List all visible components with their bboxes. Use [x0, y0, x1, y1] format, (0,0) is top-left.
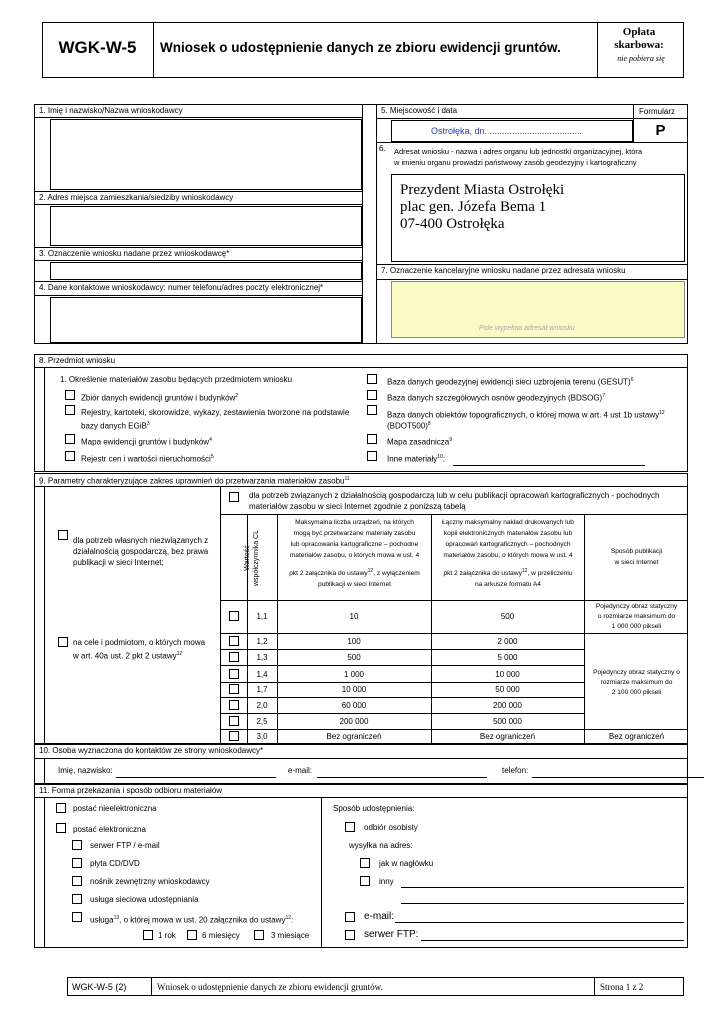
- ship-other-label: inny: [379, 877, 394, 886]
- checkbox-non-electronic[interactable]: [56, 803, 66, 813]
- applicant-address-field[interactable]: [50, 206, 362, 246]
- applicant-reference-field[interactable]: [50, 262, 362, 280]
- non-electronic-label: postać nieelektroniczna: [73, 804, 157, 813]
- checkbox-ship-other[interactable]: [360, 876, 370, 886]
- item-base-map: Mapa zasadnicza$^9$: [387, 437, 453, 447]
- row-copies: 200 000: [493, 701, 522, 710]
- applicant-name-field[interactable]: [50, 119, 362, 190]
- checkbox-ftp-email[interactable]: [72, 840, 82, 850]
- row-devices: 10 000: [341, 685, 367, 694]
- fee-value: nie pobiera się: [617, 54, 665, 63]
- section-3-label: 3. Oznaczenie wniosku nadane przez wnioskodawcę*: [35, 247, 362, 261]
- external-media-label: nośnik zewnętrzny wnioskodawcy: [90, 877, 210, 886]
- row-cl: 1,7: [256, 685, 268, 694]
- item-egib-data: Zbiór danych ewidencji gruntów i budynków$^2$: [81, 393, 239, 403]
- checkbox-electronic[interactable]: [56, 823, 66, 833]
- addressee-line-3: 07-400 Ostrołęka: [400, 216, 505, 232]
- addressee-line-2: plac gen. Józefa Bema 1: [400, 199, 547, 215]
- section-5-label: 5. Miejscowość i data: [377, 105, 687, 119]
- row-cl: 1,2: [256, 637, 268, 646]
- checkbox-external-media[interactable]: [72, 876, 82, 886]
- row-checkbox[interactable]: [229, 716, 239, 726]
- period-3m-label: 3 miesiące: [271, 931, 310, 940]
- item-gesut: Baza danych geodezyjnej ewidencji sieci uzbrojenia terenu (GESUT)$^6$: [387, 377, 634, 387]
- checkbox-period-6m[interactable]: [187, 930, 197, 940]
- checkbox-other[interactable]: [367, 451, 377, 461]
- item-bdsog: Baza danych szczegółowych osnów geodezyjnych (BDSOG)$^7$: [387, 393, 605, 403]
- row-checkbox[interactable]: [229, 652, 239, 662]
- checkbox-own-use[interactable]: [58, 530, 68, 540]
- checkbox-egib-data[interactable]: [65, 390, 75, 400]
- fee-title: Opłata skarbowa:: [614, 26, 664, 51]
- web-service-label: usługa sieciowa udostępniania: [90, 895, 199, 904]
- contact-email-input[interactable]: [317, 777, 487, 778]
- item-other: Inne materiały$^{10}$:: [387, 454, 446, 464]
- publication-option-3: Bez ograniczeń: [608, 732, 665, 741]
- form-code: WGK-W-5: [58, 38, 137, 57]
- ship-other-line-2[interactable]: [401, 903, 684, 904]
- checkbox-gesut[interactable]: [367, 374, 377, 384]
- pickup-label: odbiór osobisty: [364, 823, 418, 832]
- checkbox-price-register[interactable]: [65, 451, 75, 461]
- contact-email-label: e-mail:: [288, 766, 313, 775]
- ship-label: wysyłka na adres:: [349, 841, 413, 850]
- row-devices: 500: [347, 653, 361, 662]
- row-cl: 2,0: [256, 701, 268, 710]
- col-copies-header: Łączny maksymalny nakład drukowanych lub kopii elektronicznych materiałów zasobu lub opracowań kartograficznych – pochodnych materiałów zasobu, o których mowa w ust. 4 pkt 2 załącznika do ustawy$^{12}$, w przeliczeniu na arkusze formatu A4: [442, 519, 574, 589]
- footer-page: Strona 1 z 2: [600, 982, 644, 992]
- section-2-label: 2. Adres miejsca zamieszkania/siedziby wnioskodawcy: [35, 191, 362, 205]
- row-devices: 200 000: [339, 717, 369, 726]
- row-checkbox[interactable]: [229, 684, 239, 694]
- row-checkbox[interactable]: [229, 700, 239, 710]
- row-cl: 3,0: [256, 732, 268, 741]
- checkbox-pickup[interactable]: [345, 822, 355, 832]
- other-purposes-2: w art. 40a ust. 2 pkt 2 ustawy$^{12}$: [73, 651, 183, 661]
- row-checkbox[interactable]: [229, 636, 239, 646]
- row-cl: 2,5: [256, 717, 268, 726]
- row-copies: 10 000: [495, 670, 520, 679]
- row-checkbox[interactable]: [229, 669, 239, 679]
- section-1-label: 1. Imię i nazwisko/Nazwa wnioskodawcy: [35, 105, 362, 118]
- row-devices: 10: [349, 612, 359, 621]
- checkbox-service[interactable]: [72, 912, 82, 922]
- addressee-line-1: Prezydent Miasta Ostrołęki: [400, 182, 565, 198]
- ftp-label: serwer FTP:: [364, 929, 419, 940]
- row-cl: 1,3: [256, 653, 268, 662]
- checkbox-other-purposes[interactable]: [58, 637, 68, 647]
- form-title: Wniosek o udostępnienie danych ze zbioru ewidencji gruntów.: [160, 40, 561, 55]
- contact-phone-label: telefon:: [502, 766, 529, 775]
- email-line[interactable]: [395, 922, 684, 923]
- section-8-title: 8. Przedmiot wniosku: [35, 355, 687, 368]
- row-devices: Bez ograniczeń: [326, 732, 382, 741]
- ship-other-line-1[interactable]: [401, 887, 684, 888]
- contact-phone-input[interactable]: [532, 777, 704, 778]
- section-11-title: 11. Forma przekazania i sposób odbioru materiałów: [35, 785, 687, 798]
- row-devices: 60 000: [341, 701, 367, 710]
- section-7-label: 7. Oznaczenie kancelaryjne wniosku nadane przez adresata wniosku: [377, 264, 687, 280]
- row-copies: Bez ograniczeń: [479, 732, 536, 741]
- publication-option-2: Pojedynczy obraz statyczny o rozmiarze maksimum do 2 100 000 pikseli: [593, 669, 680, 696]
- other-materials-line[interactable]: [453, 465, 645, 466]
- checkbox-base-map[interactable]: [367, 434, 377, 444]
- business-1: dla potrzeb związanych z działalnością gospodarczą lub w celu publikacji opracowań kartograficznych - pochodnych: [249, 491, 660, 500]
- row-devices: 1 000: [343, 670, 365, 679]
- checkbox-cd-dvd[interactable]: [72, 858, 82, 868]
- row-devices: 100: [347, 637, 361, 646]
- item-registers: Rejestry, kartoteki, skorowidze, wykazy, zestawienia tworzone na podstawie: [81, 408, 350, 417]
- form-letter: P: [655, 122, 666, 139]
- section-10-title: 10. Osoba wyznaczona do kontaktów ze strony wnioskodawcy*: [35, 745, 687, 759]
- section-8-sub1: 1. Określenie materiałów zasobu będących przedmiotem wniosku: [60, 375, 293, 384]
- cd-dvd-label: płyta CD/DVD: [90, 859, 140, 868]
- row-copies: 2 000: [497, 637, 518, 646]
- checkbox-bdot500[interactable]: [367, 405, 377, 415]
- contact-name-input[interactable]: [116, 777, 276, 778]
- ship-header-label: jak w nagłówku: [379, 859, 434, 868]
- own-use-2: działalnością gospodarczą, bez prawa: [73, 547, 209, 556]
- place-date-text: Ostrołęka, dn. .....................................: [431, 126, 583, 136]
- form-label: Formularz: [639, 107, 676, 116]
- section-4-label: 4. Dane kontaktowe wnioskodawcy: numer telefonu/adres poczty elektronicznej*: [35, 281, 362, 296]
- period-6m-label: 6 miesięcy: [202, 931, 240, 940]
- section-6-text-2: w imieniu organu prowadzi państwowy zasób geodezyjny i kartograficzny: [394, 158, 637, 167]
- item-price-register: Rejestr cen i wartości nieruchomości$^5$: [81, 454, 214, 464]
- footer-title: Wniosek o udostępnienie danych ze zbioru ewidencji gruntów.: [157, 982, 383, 992]
- checkbox-email[interactable]: [345, 912, 355, 922]
- checkbox-egib-map[interactable]: [65, 434, 75, 444]
- own-use-1: dla potrzeb własnych niezwiązanych z: [73, 536, 209, 545]
- col-publication-header: Sposób publikacji w sieci Internet: [610, 548, 663, 566]
- row-checkbox[interactable]: [229, 731, 239, 741]
- publication-option-1: Pojedynczy obraz statyczny o rozmiarze maksimum do 1 000 000 pikseli: [595, 603, 678, 630]
- checkbox-registers[interactable]: [65, 405, 75, 415]
- email-label: e-mail:: [364, 911, 395, 922]
- section-6-text-1: Adresat wniosku - nazwa i adres organu lub jednostki organizacyjnej, która: [394, 147, 643, 156]
- item-egib-map: Mapa ewidencji gruntów i budynków$^4$: [81, 437, 212, 447]
- row-copies: 500 000: [493, 717, 522, 726]
- checkbox-web-service[interactable]: [72, 894, 82, 904]
- item-bdot500: Baza danych obiektów topograficznych, o której mowa w art. 4 ust 1b ustawy$^{12}$: [387, 410, 665, 420]
- service-label: usługa$^{13}$, o której mowa w ust. 20 załącznika do ustawy$^{12}$:: [90, 915, 294, 925]
- row-copies: 50 000: [495, 685, 520, 694]
- item-registers-2: bazy danych EGiB$^3$: [81, 421, 150, 431]
- other-purposes-1: na cele i podmiotom, o których mowa: [73, 638, 206, 647]
- period-1y-label: 1 rok: [158, 931, 176, 940]
- row-cl: 1,4: [256, 670, 268, 679]
- checkbox-bdsog[interactable]: [367, 390, 377, 400]
- contact-data-field[interactable]: [50, 297, 362, 343]
- checkbox-business[interactable]: [229, 492, 239, 502]
- checkbox-period-3m[interactable]: [254, 930, 264, 940]
- col-devices-header: Maksymalna liczba urządzeń, na których mogą być przetwarzane materiały zasobu lub opracowania kartograficzne – pochodne materiałów zasobu, o których mowa w ust. 4 pkt 2 załącznika do ustawy$^{12}$, z wyłączeniem publikacji w sieci Internet: [289, 519, 420, 589]
- ftp-email-label: serwer FTP / e-mail: [90, 841, 160, 850]
- row-checkbox[interactable]: [229, 611, 239, 621]
- checkbox-ship-header[interactable]: [360, 858, 370, 868]
- row-copies: 5 000: [497, 653, 518, 662]
- row-cl: 1,1: [256, 612, 268, 621]
- footer-code: WGK-W-5 (2): [72, 982, 127, 992]
- checkbox-period-1y[interactable]: [143, 930, 153, 940]
- own-use-3: publikacji w sieci Internet;: [73, 558, 164, 567]
- section-9-title: 9. Parametry charakteryzujące zakres uprawnień do przetwarzania materiałów zasobu$^{11}$: [35, 474, 687, 487]
- row-copies: 500: [500, 612, 515, 621]
- item-bdot500-2: (BDOT500)$^8$: [387, 421, 431, 431]
- contact-name-label: Imię, nazwisko:: [58, 766, 113, 775]
- business-2: materiałów zasobu w sieci Internet zgodnie z poniższą tabelą: [249, 502, 466, 511]
- section-6-number: 6.: [379, 144, 386, 153]
- method-label: Sposób udostępnienia:: [333, 804, 415, 813]
- office-note: Pole wypełnia adresat wniosku: [479, 325, 575, 332]
- checkbox-ftp[interactable]: [345, 930, 355, 940]
- ftp-line[interactable]: [421, 940, 684, 941]
- col-cl-header: Wartość współczynnika CL: [244, 529, 260, 587]
- electronic-label: postać elektroniczna: [73, 825, 146, 834]
